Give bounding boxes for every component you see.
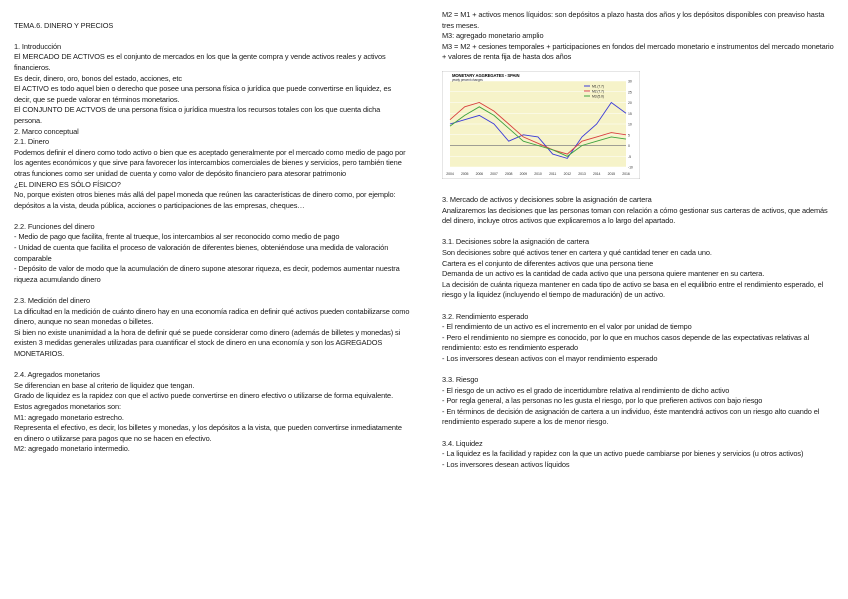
y-tick-label: 10 [628, 122, 632, 127]
right-top-text [442, 10, 836, 63]
text-paragraph: Analizaremos las decisiones que las personas toman con relación a cómo gestionar sus carteras de activos, que además del dinero, incluye otros activos que explicaremos a lo largo del apartado. [442, 205, 828, 226]
text-paragraph: Representa el efectivo, es decir, los billetes y monedas, y los depósitos a la vista, que pueden convertirse inmediatamente en dinero o utilizarse para pagos que no se hacen en efectivo. [14, 423, 402, 443]
blank-line [442, 364, 836, 375]
x-tick-label: 2016 [622, 171, 630, 176]
text-paragraph: - Pero el rendimiento no siempre es conocido, por lo que en muchos casos depende de las expectativas relativas al rendimiento: esto es rendimiento esperado [442, 332, 810, 353]
x-tick-label: 2014 [592, 171, 601, 176]
text-paragraph: Se diferencian en base al criterio de liquidez que tengan. [14, 380, 195, 390]
chart-subtitle: yearly percent changes [452, 77, 483, 82]
y-tick-label: 25 [628, 90, 632, 95]
blank-line [14, 211, 410, 222]
legend-entry: M1 (7.7) [592, 84, 604, 89]
x-tick-label: 2013 [578, 171, 586, 176]
y-tick-label: 20 [628, 100, 632, 105]
text-paragraph: - El rendimiento de un activo es el incremento en el valor por unidad de tiempo [442, 322, 692, 332]
blank-line [14, 10, 410, 21]
text-paragraph: Podemos definir el dinero como todo activo o bien que es aceptado generalmente por el mercado como medio de pago por los agentes económicos y que sirve para favorecer los intercambios comerciales de bienes y servicios, pero también tiene otras funciones como ser unidad de cuenta y como valor de depósito financiero para atesorar patrimonio [14, 147, 406, 178]
text-paragraph: 1. Introducción [14, 41, 61, 51]
blank-line [14, 285, 410, 296]
left-column [14, 10, 410, 455]
text-paragraph: El CONJUNTO DE ACTVOS de una persona física o jurídica muestra los recursos totales con los que cuenta dicha persona. [14, 105, 381, 125]
text-paragraph: Cartera es el conjunto de diferentes activos que una persona tiene [442, 258, 654, 268]
text-paragraph: La dificultad en la medición de cuánto dinero hay en una economía radica en definir qué activos pueden contabilizarse como dinero, aunque no sean monedas o billetes. [14, 306, 410, 327]
chart-title: MONETARY AGGREGATES - SPAIN [452, 72, 520, 78]
x-tick-label: 2010 [534, 171, 542, 176]
legend-entry: M2 (7.7) [592, 89, 604, 94]
blank-line [14, 31, 410, 42]
legend-entry: M3 (5.0) [592, 94, 604, 99]
text-paragraph: TEMA.6. DINERO Y PRECIOS [14, 20, 114, 30]
text-paragraph: Son decisiones sobre qué activos tener en cartera y qué cantidad tener en cada uno. [442, 247, 712, 257]
monetary-aggregates-chart [442, 71, 640, 179]
x-tick-label: 2007 [490, 171, 498, 176]
blank-line [442, 428, 836, 439]
text-paragraph: - El riesgo de un activo es el grado de incertidumbre relativa al rendimiento de dicho activo [442, 385, 730, 395]
text-paragraph: 2.2. Funciones del dinero [14, 221, 95, 231]
text-paragraph: - Unidad de cuenta que facilita el proceso de valoración de diferentes bienes, obteniéndose una medida de valoración comparable [14, 243, 389, 263]
y-tick-label: 5 [628, 133, 630, 138]
x-tick-label: 2015 [607, 171, 616, 176]
text-paragraph: - Por regla general, a las personas no les gusta el riesgo, por lo que prefieren activos con bajo riesgo [442, 396, 763, 406]
text-paragraph: 3. Mercado de activos y decisiones sobre la asignación de cartera [442, 194, 652, 204]
text-paragraph: La decisión de cuánta riqueza mantener en cada tipo de activo se basa en el equilibrio entre el rendimiento esperado, el riesgo y la liquidez (incluyendo el tiempo de maduración) de un activo. [442, 279, 824, 300]
text-paragraph: 2. Marco conceptual [14, 126, 79, 136]
right-bottom-text [442, 195, 836, 470]
text-paragraph: ¿EL DINERO ES SÓLO FÍSICO? [14, 179, 121, 189]
text-paragraph: - Los inversores desean activos líquidos [442, 459, 570, 469]
text-paragraph: M2 = M1 + activos menos líquidos: son depósitos a plazo hasta dos años y los depósitos disponibles con preaviso hasta tres meses. [442, 10, 825, 30]
right-column [442, 10, 836, 470]
text-paragraph: Si bien no existe unanimidad a la hora de definir qué se puede considerar como dinero (además de billetes y monedas) si existen 3 medidas generales utilizadas para cuantificar el stock de dinero en una economía y son los AGREGADOS MONETARIOS. [14, 327, 401, 358]
blank-line [14, 360, 410, 371]
text-paragraph: El MERCADO DE ACTIVOS es el conjunto de mercados en los que la gente compra y vende activos reales y activos financieros. [14, 52, 386, 72]
y-tick-label: -5 [628, 154, 631, 159]
x-tick-label: 2012 [563, 171, 572, 176]
x-tick-label: 2006 [475, 171, 484, 176]
text-paragraph: M2: agregado monetario intermedio. [14, 444, 130, 454]
x-tick-label: 2011 [549, 171, 557, 176]
y-tick-label: 15 [628, 111, 632, 116]
text-paragraph: Grado de liquidez es la rapidez con que el activo puede convertirse en dinero efectivo o utilizarse de forma equivalente. [14, 391, 394, 401]
text-paragraph: Es decir, dinero, oro, bonos del estado, acciones, etc [14, 73, 182, 83]
text-paragraph: 3.3. Riesgo [442, 375, 479, 385]
text-paragraph: 3.1. Decisiones sobre la asignación de cartera [442, 237, 589, 247]
text-paragraph: 2.4. Agregados monetarios [14, 370, 100, 380]
text-paragraph: 3.4. Liquidez [442, 438, 483, 448]
y-tick-label: -10 [628, 165, 633, 170]
text-paragraph: - Los inversores desean activos con el mayor rendimiento esperado [442, 353, 658, 363]
text-paragraph: M3 = M2 + cesiones temporales + participaciones en fondos del mercado monetario e instrumentos del mercado monetario + valores de renta fija de hasta dos años [442, 41, 834, 62]
x-tick-label: 2004 [446, 171, 454, 176]
blank-line [442, 301, 836, 312]
text-paragraph: - Medio de pago que facilita, frente al trueque, los intercambios al ser reconocido como medio de pago [14, 232, 340, 242]
text-paragraph: M1: agregado monetario estrecho. [14, 412, 124, 422]
x-tick-label: 2005 [460, 171, 469, 176]
x-tick-label: 2009 [519, 171, 528, 176]
y-tick-label: 30 [628, 79, 632, 84]
y-tick-label: 0 [628, 143, 630, 148]
text-paragraph: 3.2. Rendimiento esperado [442, 311, 529, 321]
chart-svg [442, 71, 640, 179]
text-paragraph: 2.3. Medición del dinero [14, 296, 91, 306]
text-paragraph: - En términos de decisión de asignación de cartera a un individuo, éste mantendrá activos con un riesgo alto cuando el rendimiento esperado supere a los de menor riesgo. [442, 406, 820, 427]
text-paragraph: 2.1. Dinero [14, 137, 50, 147]
text-paragraph: - Depósito de valor de modo que la acumulación de dinero supone atesorar riqueza, es decir, podemos aumentar nuestra riqueza acumulando dinero [14, 264, 400, 284]
x-tick-label: 2008 [504, 171, 513, 176]
text-paragraph: El ACTIVO es todo aquel bien o derecho que posee una persona física o jurídica que puede convertirse en liquidez, es decir, que se puede valorar en términos monetarios. [14, 84, 392, 104]
text-paragraph: - La liquidez es la facilidad y rapidez con la que un activo puede cambiarse por bienes y servicios (u otros activos) [442, 449, 804, 459]
text-paragraph: M3: agregado monetario amplio [442, 31, 544, 41]
text-paragraph: Estos agregados monetarios son: [14, 401, 122, 411]
text-paragraph: Demanda de un activo es la cantidad de cada activo que una persona quiere mantener en su cartera. [442, 269, 765, 279]
text-paragraph: No, porque existen otros bienes más allá del papel moneda que reúnen las características de dinero como, por ejemplo: depósitos a la vista, deuda pública, acciones o participaciones de las empresas, cheques… [14, 190, 396, 210]
blank-line [442, 227, 836, 238]
